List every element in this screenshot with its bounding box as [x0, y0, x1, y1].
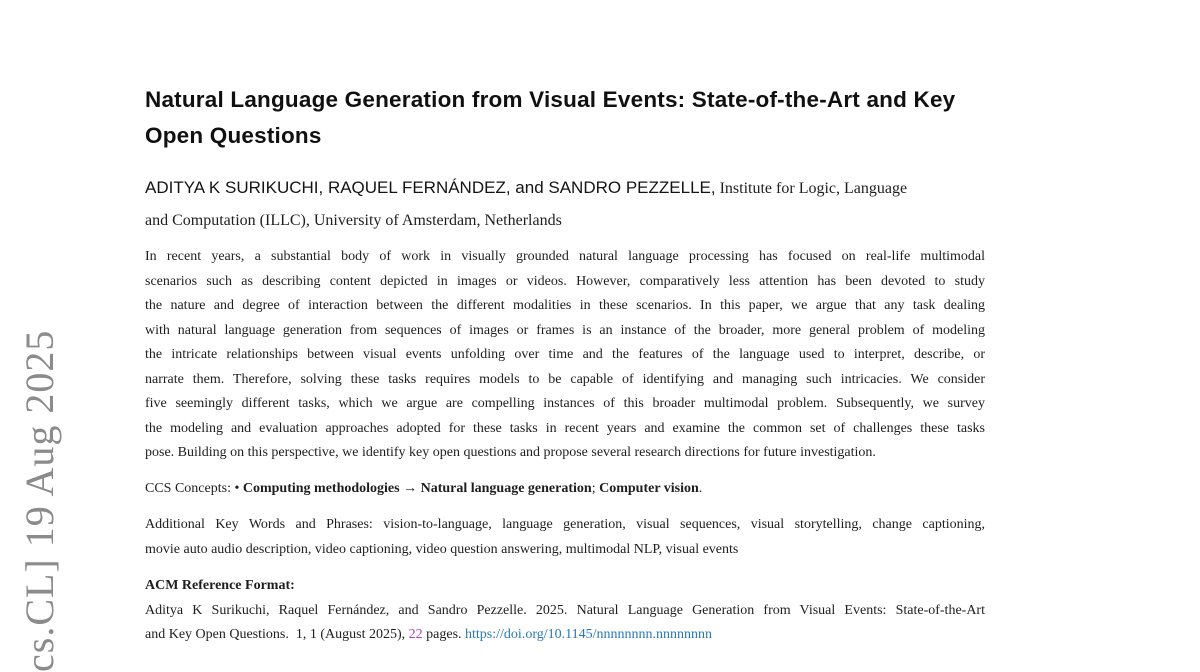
abstract-line: scenarios such as describing content depicted in images or videos. However, comparatively less attention has been devoted to study: [145, 273, 985, 289]
abstract-line: the modeling and evaluation approaches adopted for these tasks in recent years and examine the common set of challenges these tasks: [145, 420, 985, 436]
abstract-line: five seemingly different tasks, which we argue are compelling instances of this broader multimodal problem. Subsequently, we survey: [145, 396, 985, 411]
acm-reference-block: [145, 574, 985, 648]
paper-title-line1: Natural Language Generation from Visual Events: State-of-the-Art and Key: [145, 87, 956, 112]
abstract: [145, 245, 985, 466]
author-names: ADITYA K SURIKUCHI, RAQUEL FERNÁNDEZ, and SANDRO PEZZELLE,: [145, 178, 716, 197]
paper-title: [145, 82, 985, 154]
authors-block: [145, 172, 985, 237]
ccs-concepts: [145, 477, 985, 502]
acm-reference-line2-text: and Key Open Questions. 1, 1 (August 2025),: [145, 627, 409, 642]
keywords-line1: Additional Key Words and Phrases: vision-to-language, language generation, visual sequences, visual storytelling, change captioning,: [145, 517, 985, 532]
acm-reference-line2: [145, 623, 985, 648]
affiliation-part2: and Computation (ILLC), University of Amsterdam, Netherlands: [145, 212, 562, 229]
abstract-line: pose. Building on this perspective, we identify key open questions and propose several research directions for future investigation.: [145, 445, 876, 460]
arxiv-side-banner: cs.CL] 19 Aug 2025: [17, 329, 62, 672]
abstract-line: the intricate relationships between visual events unfolding over time and the features of the language used to interpret, describe, or: [145, 347, 985, 362]
abstract-line: with natural language generation from sequences of images or frames is an instance of the broader, more general problem of modeling: [145, 322, 985, 338]
keywords-line2: movie auto audio description, video captioning, video question answering, multimodal NLP, visual events: [145, 541, 739, 557]
paper-title-line2: Open Questions: [145, 123, 322, 148]
ccs-period: .: [698, 480, 703, 496]
abstract-line: the nature and degree of interaction between the different modalities in these scenarios. In this paper, we argue that any task dealing: [145, 298, 985, 313]
ccs-separator: ;: [591, 480, 600, 496]
abstract-line: In recent years, a substantial body of work in visually grounded natural language processing has focused on real-life multimodal: [145, 249, 985, 264]
acm-reference-line1: Aditya K Surikuchi, Raquel Fernández, and Sandro Pezzelle. 2025. Natural Language Generation from Visual Events: State-of-the-Art: [145, 602, 985, 618]
keywords-block: [145, 513, 985, 562]
acm-reference-heading: ACM Reference Format:: [145, 578, 295, 593]
ccs-arrow: →: [399, 480, 421, 496]
authors-line1: [145, 172, 985, 205]
ccs-concept-computing-methodologies: Computing methodologies: [242, 480, 400, 496]
page-count: 22: [408, 627, 423, 642]
abstract-line: narrate them. Therefore, solving these tasks requires models to be capable of identifying and managing such intricacies. We consider: [145, 371, 985, 387]
ccs-concept-natural-language-generation: Natural language generation: [420, 480, 592, 496]
ccs-concept-computer-vision: Computer vision: [599, 480, 699, 496]
paper-content: [145, 82, 985, 648]
ccs-prefix: CCS Concepts: •: [145, 480, 243, 496]
acm-reference-pages-label: pages.: [422, 627, 466, 642]
doi-link[interactable]: https://doi.org/10.1145/nnnnnnnn.nnnnnnnn: [465, 627, 712, 642]
affiliation-part1: Institute for Logic, Language: [715, 180, 908, 197]
